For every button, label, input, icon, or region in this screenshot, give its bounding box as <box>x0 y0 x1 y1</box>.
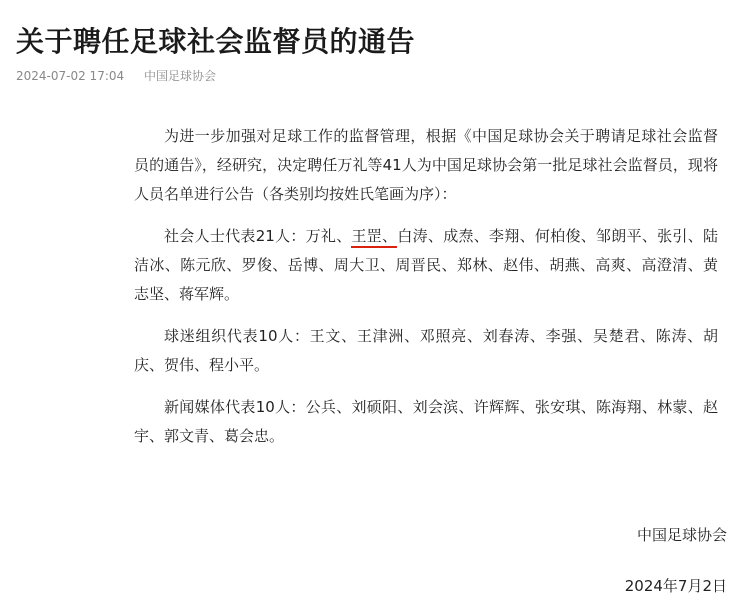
article-source: 中国足球协会 <box>143 69 216 83</box>
article-title: 关于聘任足球社会监督员的通告 <box>16 25 416 58</box>
society-prefix: 社会人士代表21人：万礼、 <box>164 227 352 245</box>
article-meta <box>16 68 216 84</box>
publish-datetime: 2024-07-02 17:04 <box>16 69 125 83</box>
article-body <box>134 122 718 464</box>
media-representatives-paragraph: 新闻媒体代表10人：公兵、刘硕阳、刘会滨、许辉辉、张安琪、陈海翔、林蒙、赵宇、郭文青、葛会忠。 <box>134 398 718 445</box>
society-rest: 白涛、成焘、李翔、何柏俊、邹朗平、张引、陆洁冰、陈元欣、罗俊、岳博、周大卫、周晋民、郑林、赵伟、胡燕、高爽、高澄清、黄志坚、蒋军辉。 <box>134 227 718 303</box>
highlighted-name: 王罡、 <box>351 227 397 248</box>
society-representatives-paragraph <box>134 222 718 309</box>
intro-paragraph: 为进一步加强对足球工作的监督管理，根据《中国足球协会关于聘请足球社会监督员的通告》，经研究，决定聘任万礼等41人为中国足球协会第一批足球社会监督员，现将人员名单进行公告（各类别均按姓氏笔画为序）： <box>134 127 718 203</box>
signature-date: 2024年7月2日 <box>624 577 727 595</box>
signature-organization: 中国足球协会 <box>636 526 727 544</box>
fan-representatives-paragraph: 球迷组织代表10人：王文、王津洲、邓照亮、刘春涛、李强、吴楚君、陈涛、胡庆、贺伟、程小平。 <box>134 327 718 374</box>
signature-block <box>625 521 727 601</box>
